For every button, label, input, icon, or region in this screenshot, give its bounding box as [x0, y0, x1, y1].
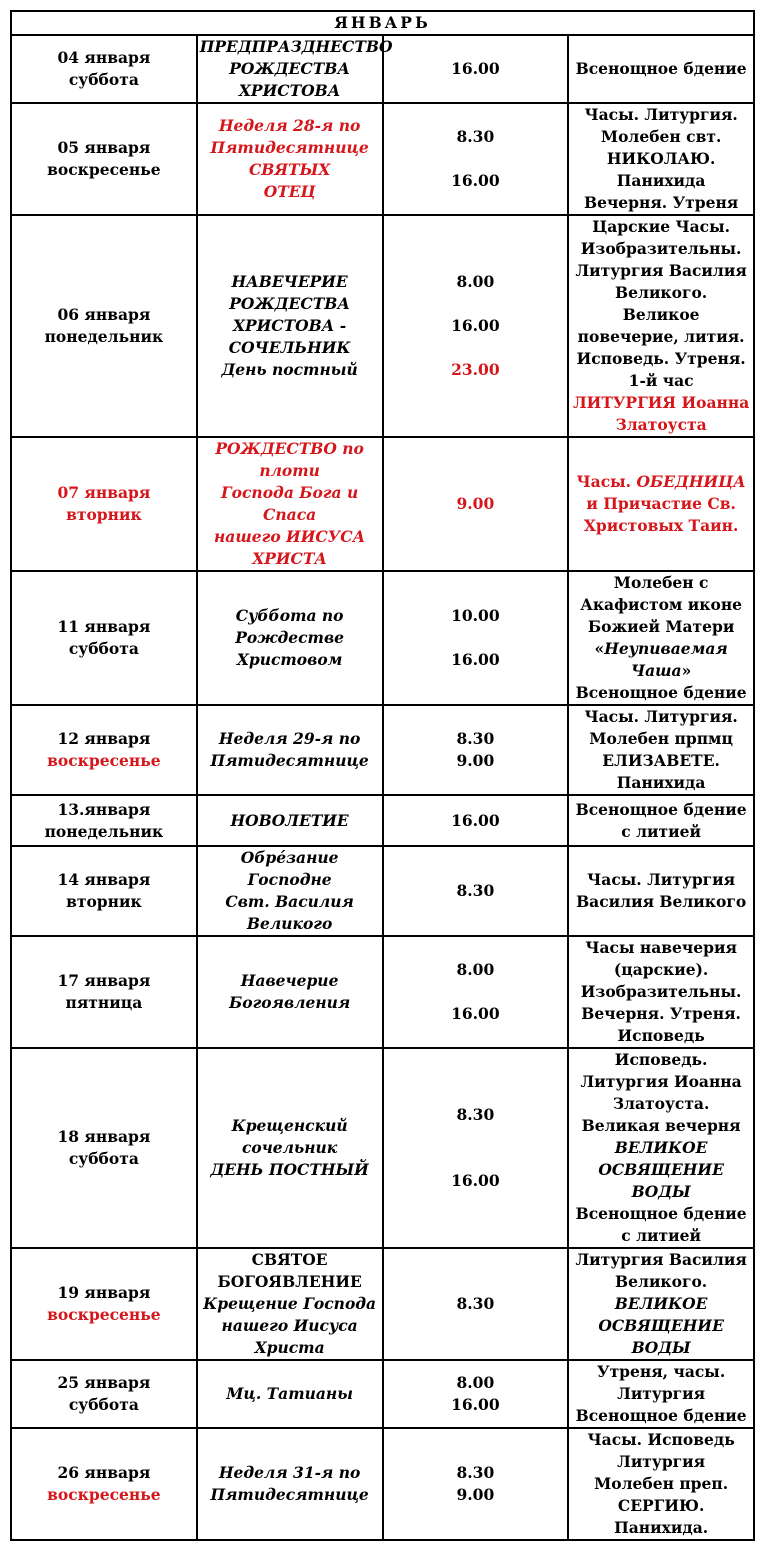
feast-cell — [197, 705, 383, 795]
time-value: 23.00 — [451, 360, 500, 379]
service-line: Часы. Литургия Василия Великого — [576, 870, 747, 911]
feast-line: Неделя 28-я по — [218, 116, 361, 135]
service-line: Всенощное бдение — [575, 59, 747, 78]
service-line — [571, 616, 751, 660]
service-cell — [568, 215, 754, 437]
feast-line: Неделя 29-я по — [218, 729, 361, 748]
date-label: 26 января — [57, 1463, 151, 1482]
time-gap — [386, 1126, 566, 1148]
time-value: 9.00 — [456, 1485, 495, 1504]
time-value: 9.00 — [456, 751, 495, 770]
time-value: 16.00 — [451, 59, 500, 78]
date-label: 04 января — [57, 48, 151, 67]
weekday-label: понедельник — [44, 821, 164, 841]
service-line: Литургия Василия Великого. — [575, 261, 747, 302]
service-line: Литургия — [617, 1452, 706, 1471]
feast-line: нашего Иисуса Христа — [221, 1316, 358, 1357]
time-cell — [383, 1248, 569, 1360]
month-title: ЯНВАРЬ — [11, 11, 754, 35]
service-line: Златоуста. Великая вечерня — [581, 1094, 741, 1135]
weekday-label: суббота — [68, 1149, 139, 1168]
date-cell — [11, 705, 197, 795]
time-value: 8.30 — [456, 1463, 495, 1482]
time-cell — [383, 705, 569, 795]
service-line: Вечерня. Утреня — [583, 193, 739, 212]
feast-line: СВЯТОЕ БОГОЯВЛЕНИЕ — [217, 1250, 362, 1291]
service-line: Изобразительны. — [580, 982, 742, 1001]
time-cell — [383, 35, 569, 103]
time-gap — [386, 148, 566, 170]
weekday-label: понедельник — [44, 327, 164, 346]
service-line: Литургия Василия Великого. — [575, 1250, 747, 1291]
time-value: 16.00 — [451, 1395, 500, 1414]
time-value: 8.30 — [456, 1105, 495, 1124]
feast-line: Навечерие Богоявления — [228, 971, 351, 1012]
service-line: Вечерня. Утреня. Исповедь — [581, 1004, 741, 1045]
date-label: 11 января — [57, 617, 151, 636]
table-row — [11, 1428, 754, 1540]
date-label: 25 января — [57, 1373, 151, 1392]
service-cell — [568, 1248, 754, 1360]
date-cell — [11, 1248, 197, 1360]
date-label: 06 января — [57, 305, 151, 324]
service-line — [571, 471, 751, 515]
table-row — [11, 1360, 754, 1428]
feast-cell — [197, 571, 383, 705]
service-cell — [568, 1428, 754, 1540]
service-line: Всенощное бдение с литией — [575, 1204, 747, 1245]
table-row — [11, 103, 754, 215]
service-text-italic: Чаша — [630, 661, 682, 680]
service-cell — [568, 35, 754, 103]
service-line: Часы. Литургия. — [584, 707, 738, 726]
feast-line: Пятидесятнице — [210, 1485, 369, 1504]
time-cell — [383, 437, 569, 571]
schedule-table — [10, 10, 755, 1541]
date-cell — [11, 1360, 197, 1428]
feast-line: Пятидесятнице СВЯТЫХ — [210, 138, 369, 179]
service-text-italic: ОБЕДНИЦА — [636, 472, 746, 491]
month-header-row — [11, 11, 754, 35]
feast-cell — [197, 1428, 383, 1540]
service-line: Панихида — [616, 773, 706, 792]
time-gap — [386, 627, 566, 649]
time-value: 16.00 — [451, 650, 500, 669]
service-line: Всенощное бдение — [575, 1406, 747, 1425]
feast-line: День постный — [221, 360, 358, 379]
service-cell — [568, 705, 754, 795]
table-row — [11, 215, 754, 437]
date-cell — [11, 1428, 197, 1540]
service-line: ВЕЛИКОЕ ОСВЯЩЕНИЕ ВОДЫ — [598, 1294, 724, 1357]
feast-cell — [197, 437, 383, 571]
time-value: 8.00 — [456, 960, 495, 979]
feast-line: ОТЕЦ — [263, 182, 316, 201]
service-cell — [568, 103, 754, 215]
feast-line: нашего ИИСУСА ХРИСТА — [214, 527, 366, 568]
service-line: Великое повечерие, лития. — [577, 305, 745, 346]
table-row — [11, 1048, 754, 1248]
service-line: Исповедь. Утреня. 1-й час — [576, 349, 746, 390]
feast-cell — [197, 35, 393, 103]
date-label: 12 января — [57, 729, 151, 748]
service-cell — [568, 936, 754, 1048]
date-cell — [11, 103, 197, 215]
time-value: 8.30 — [456, 881, 495, 900]
service-text: Божией Матери « — [587, 617, 735, 658]
date-label: 07 января — [57, 483, 151, 502]
feast-line: Суббота по Рождестве — [235, 606, 344, 647]
feast-cell — [197, 846, 383, 936]
feast-line: ПРЕДПРАЗДНЕСТВО — [199, 37, 393, 56]
feast-line: Крещенский сочельник — [231, 1116, 348, 1157]
feast-line: Господа Бога и Спаса — [220, 483, 359, 524]
feast-line: Мц. Татианы — [226, 1384, 353, 1403]
date-label: 05 января — [57, 138, 151, 157]
service-line: Молебен преп. СЕРГИЮ. Панихида. — [594, 1474, 729, 1537]
service-text: и Причастие Св. — [586, 494, 736, 513]
table-row — [11, 35, 754, 103]
time-cell — [383, 1428, 569, 1540]
feast-line: Христовом — [236, 650, 343, 669]
time-cell — [383, 846, 569, 936]
date-cell — [11, 35, 197, 103]
feast-cell — [197, 1360, 383, 1428]
weekday-label: вторник — [66, 892, 142, 911]
time-cell — [383, 571, 569, 705]
date-label: 19 января — [57, 1283, 151, 1302]
service-line: Исповедь. Литургия Иоанна — [580, 1050, 742, 1091]
date-label: 17 января — [57, 971, 151, 990]
weekday-label: суббота — [68, 70, 139, 89]
table-row — [11, 705, 754, 795]
table-row — [11, 1248, 754, 1360]
time-value: 8.30 — [456, 729, 495, 748]
table-row — [11, 936, 754, 1048]
service-cell — [568, 1048, 754, 1248]
time-gap — [386, 1148, 566, 1170]
time-value: 8.30 — [456, 127, 495, 146]
feast-line: Пятидесятнице — [210, 751, 369, 770]
weekday-label: вторник — [66, 505, 142, 524]
feast-cell — [197, 936, 383, 1048]
weekday-label: воскресенье — [47, 1305, 161, 1324]
date-cell — [11, 215, 197, 437]
time-cell — [383, 1360, 569, 1428]
feast-line: Крещение Господа — [203, 1294, 377, 1313]
service-text: Часы. — [576, 472, 637, 491]
weekday-label: воскресенье — [47, 751, 161, 770]
service-cell — [568, 571, 754, 705]
service-line: Утреня, часы. Литургия — [597, 1362, 726, 1403]
service-cell — [568, 846, 754, 936]
schedule-sheet — [10, 10, 755, 1541]
weekday-label: пятница — [65, 993, 143, 1012]
service-text: » — [681, 661, 692, 680]
feast-line: ХРИСТОВА - СОЧЕЛЬНИК — [228, 316, 351, 357]
feast-line: Обрéзание Господне — [240, 848, 339, 889]
service-line: Молебен с Акафистом иконе — [580, 573, 743, 614]
service-line: Молебен прпмц ЕЛИЗАВЕТЕ. — [589, 729, 733, 770]
service-line: Всенощное бдение с литией — [575, 799, 747, 841]
date-cell — [11, 846, 197, 936]
service-line: Всенощное бдение — [575, 683, 747, 702]
feast-line: ДЕНЬ ПОСТНЫЙ — [210, 1160, 369, 1179]
service-line: ВЕЛИКОЕ ОСВЯЩЕНИЕ ВОДЫ — [598, 1138, 724, 1201]
feast-line: Свт. Василия Великого — [225, 892, 354, 933]
feast-line: НАВЕЧЕРИЕ РОЖДЕСТВА — [229, 272, 350, 313]
time-gap — [386, 337, 566, 359]
time-value: 8.30 — [456, 1294, 495, 1313]
feast-line: РОЖДЕСТВА ХРИСТОВА — [229, 59, 350, 100]
service-line: Молебен свт. НИКОЛАЮ. Панихида — [600, 127, 722, 190]
service-cell — [568, 795, 754, 846]
date-cell — [11, 936, 197, 1048]
feast-cell — [197, 1048, 383, 1248]
date-cell — [11, 795, 197, 846]
time-cell — [383, 215, 569, 437]
service-line: Христовых Таин. — [583, 516, 739, 535]
time-value: 8.00 — [456, 1373, 495, 1392]
service-line: ЛИТУРГИЯ Иоанна Златоуста — [572, 393, 750, 434]
time-value: 16.00 — [451, 810, 500, 830]
date-cell — [11, 437, 197, 571]
time-value: 16.00 — [451, 1171, 500, 1190]
time-value: 16.00 — [451, 1004, 500, 1023]
service-text-italic: Неупиваемая — [604, 639, 728, 658]
feast-cell — [197, 215, 383, 437]
feast-cell — [197, 795, 383, 846]
date-cell — [11, 571, 197, 705]
weekday-label: воскресенье — [47, 160, 161, 179]
time-value: 8.00 — [456, 272, 495, 291]
service-line: Часы. Литургия. — [584, 105, 738, 124]
service-cell — [568, 437, 754, 571]
table-row — [11, 437, 754, 571]
feast-line: Неделя 31-я по — [218, 1463, 361, 1482]
table-row — [11, 571, 754, 705]
table-row — [11, 846, 754, 936]
time-cell — [383, 936, 569, 1048]
weekday-label: суббота — [68, 639, 139, 658]
time-value: 10.00 — [451, 606, 500, 625]
service-line: Часы навечерия (царские). — [585, 938, 737, 979]
date-label: 18 января — [57, 1127, 151, 1146]
weekday-label: суббота — [68, 1395, 139, 1414]
time-value: 16.00 — [451, 171, 500, 190]
date-label: 14 января — [57, 870, 151, 889]
service-line: Царские Часы. Изобразительны. — [580, 217, 742, 258]
feast-cell — [197, 1248, 383, 1360]
service-line — [571, 660, 751, 682]
date-cell — [11, 1048, 197, 1248]
time-cell — [383, 795, 569, 846]
service-line: Часы. Исповедь — [587, 1430, 735, 1449]
table-row — [11, 795, 754, 846]
time-gap — [386, 293, 566, 315]
date-label: 13.января — [57, 799, 151, 819]
time-cell — [383, 103, 569, 215]
service-cell — [568, 1360, 754, 1428]
time-cell — [383, 1048, 569, 1248]
feast-cell — [197, 103, 383, 215]
feast-line: РОЖДЕСТВО по плоти — [215, 439, 364, 480]
time-value: 9.00 — [456, 494, 495, 513]
weekday-label: воскресенье — [47, 1485, 161, 1504]
feast-line: НОВОЛЕТИЕ — [230, 810, 349, 830]
time-value: 16.00 — [451, 316, 500, 335]
